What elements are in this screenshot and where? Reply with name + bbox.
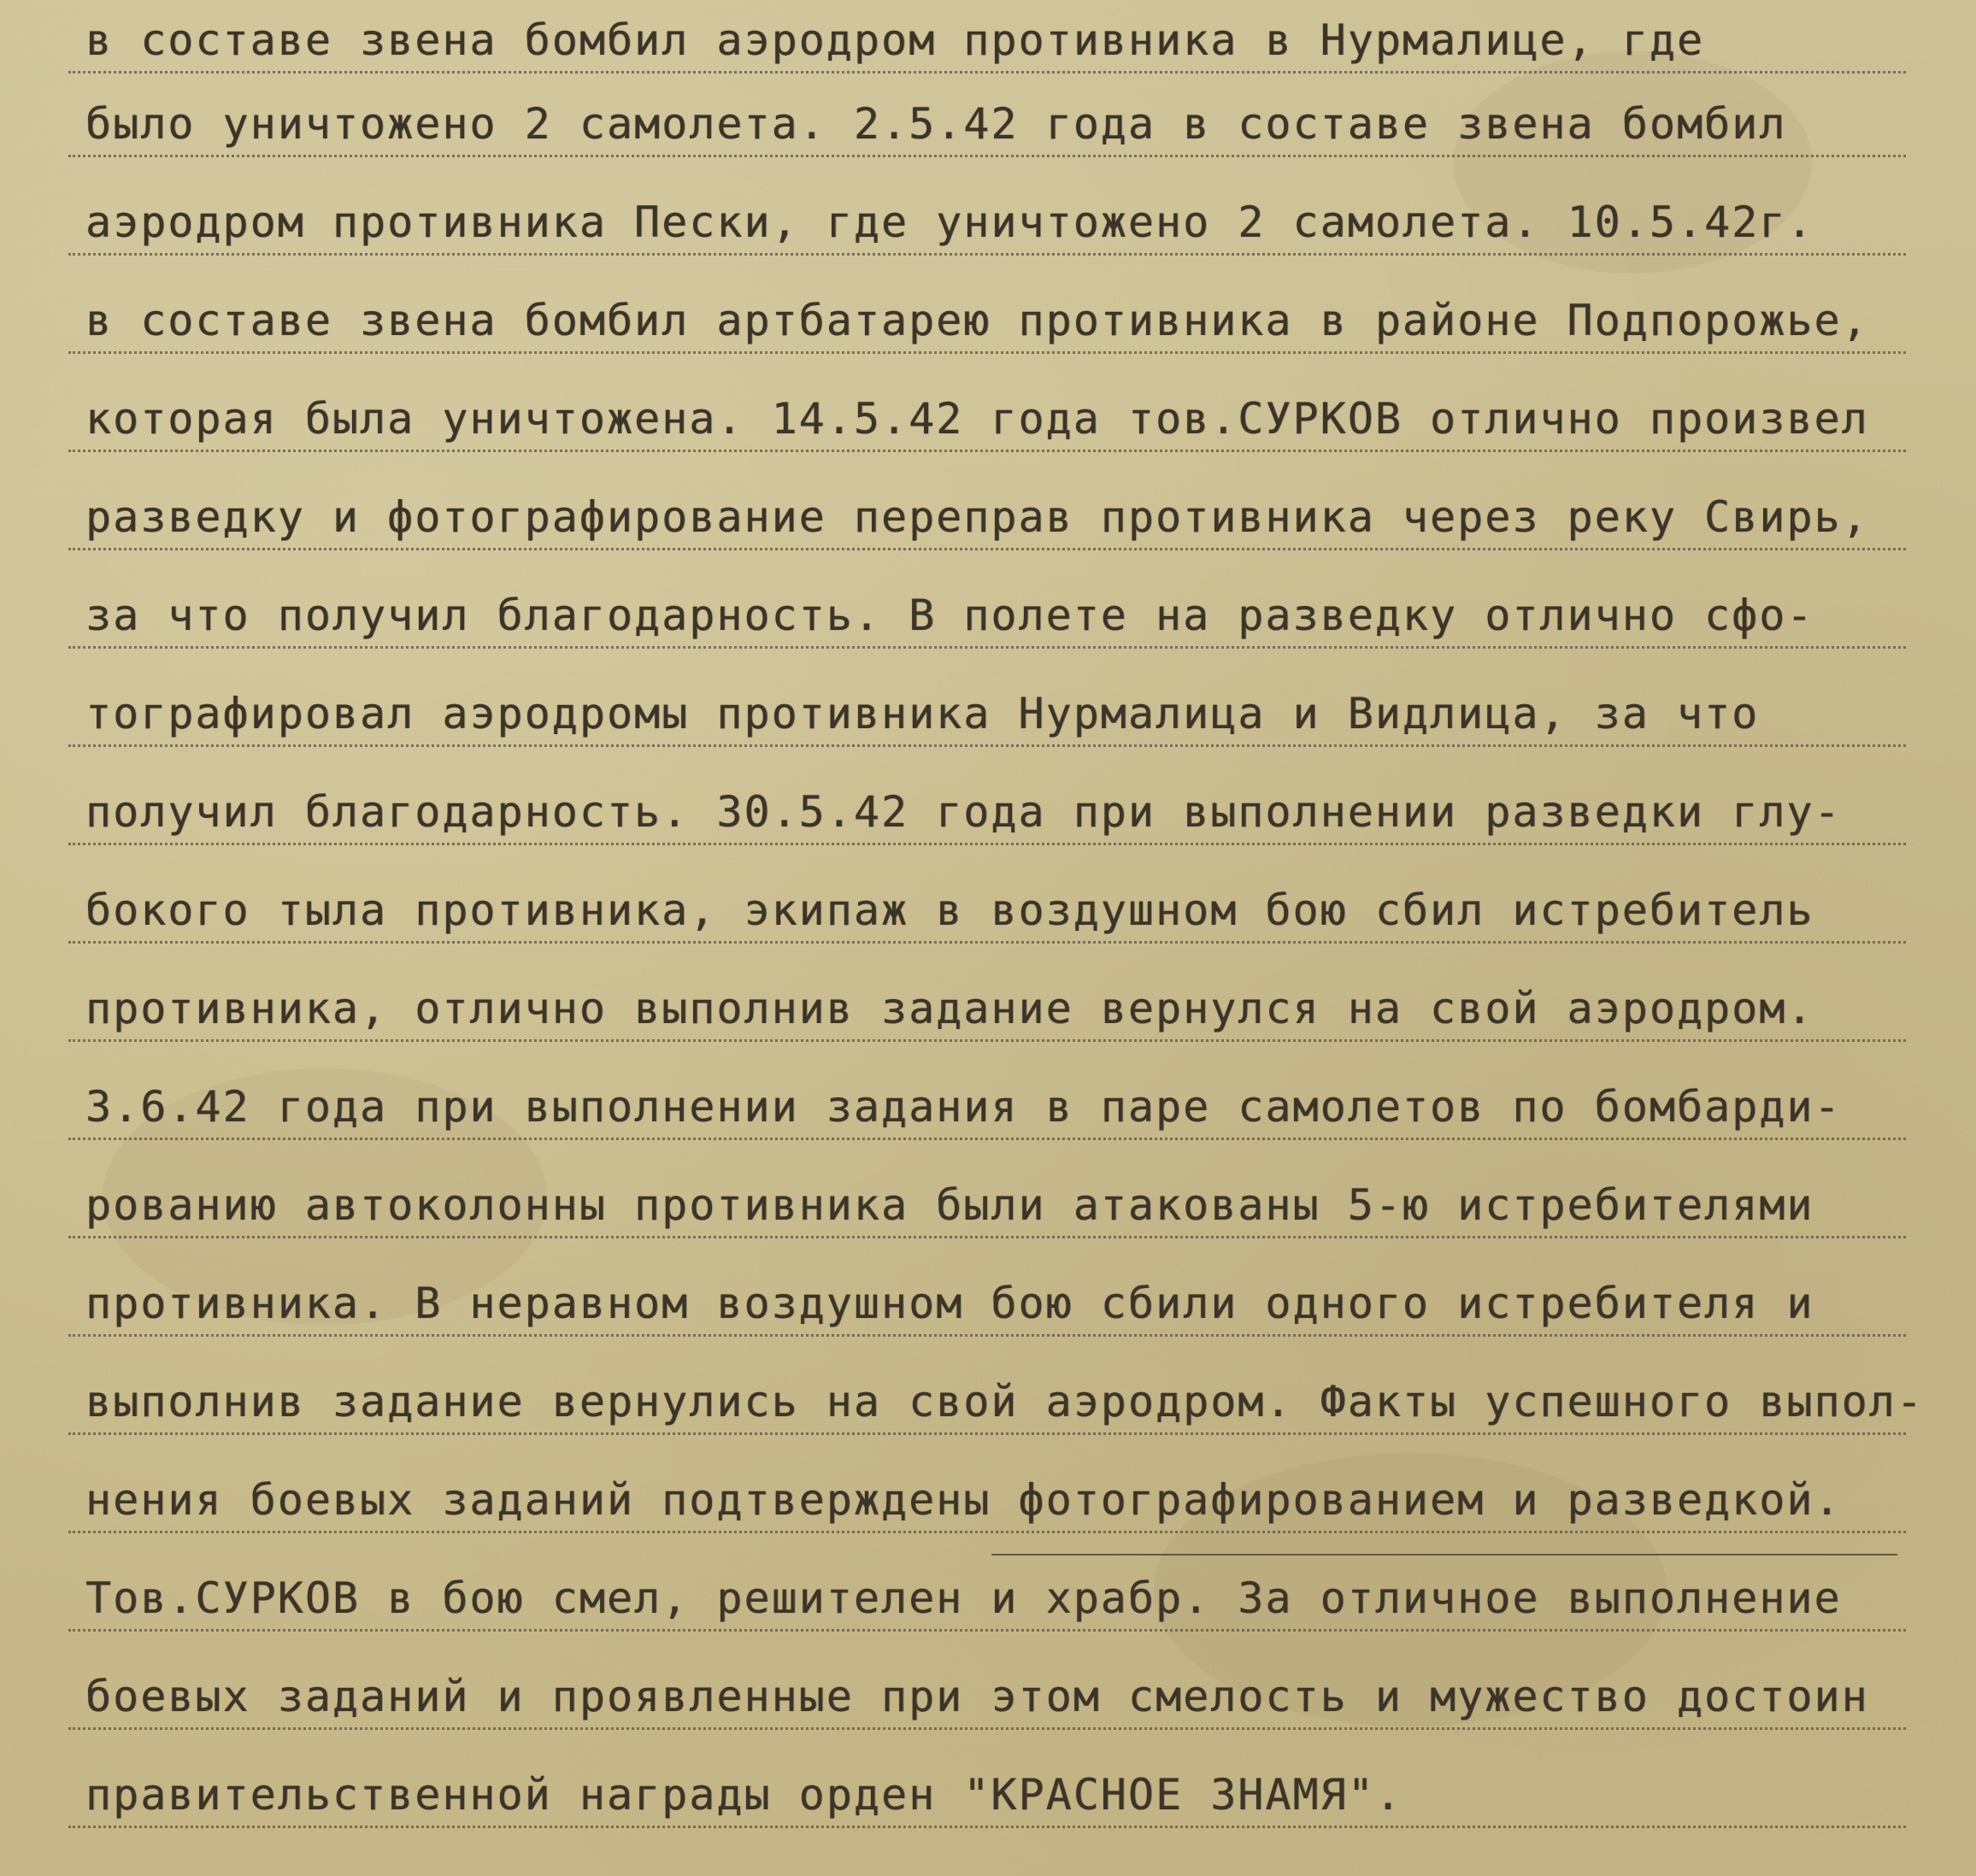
dotted-rule [68, 1826, 1906, 1828]
line-text: противника, отлично выполнив задание вернулся на свой аэродром. [85, 984, 1814, 1033]
line-text: бокого тыла противника, экипаж в воздушном бою сбил истребитель [85, 885, 1814, 935]
document-line [60, 75, 1914, 176]
line-text: тографировал аэродромы противника Нурмалица и Видлица, за что [85, 689, 1760, 738]
dotted-rule [68, 843, 1906, 845]
line-text: в составе звена бомбил артбатарею противника в районе Подпорожье, [85, 296, 1869, 345]
line-text: в составе звена бомбил аэродром противника в Нурмалице, где [85, 15, 1705, 65]
line-text: которая была уничтожена. 14.5.42 года тов.СУРКОВ отлично произвел [85, 394, 1869, 444]
line-text: боевых заданий и проявленные при этом смелость и мужество достоин [85, 1672, 1869, 1721]
dotted-rule [68, 1531, 1906, 1533]
line-text: получил благодарность. 30.5.42 года при выполнении разведки глу- [85, 787, 1842, 837]
line-text: нения боевых заданий подтверждены фотографированием и разведкой. [85, 1475, 1842, 1525]
line-text: было уничтожено 2 самолета. 2.5.42 года в составе звена бомбил [85, 99, 1787, 149]
document-line [60, 272, 1914, 373]
dotted-rule [68, 1334, 1906, 1337]
dotted-rule [68, 351, 1906, 354]
dotted-rule [68, 253, 1906, 256]
dotted-rule [68, 1039, 1906, 1042]
document-line [60, 370, 1914, 471]
document-line [60, 1746, 1914, 1847]
document-line [60, 1451, 1914, 1552]
line-text: рованию автоколонны противника были атакованы 5-ю истребителями [85, 1180, 1814, 1230]
document-line [60, 960, 1914, 1061]
dotted-rule [68, 548, 1906, 550]
document-line [60, 468, 1914, 569]
dotted-rule [68, 71, 1906, 74]
dotted-rule [68, 1432, 1906, 1435]
dotted-rule [68, 1236, 1906, 1238]
dotted-rule [68, 744, 1906, 747]
line-text: аэродром противника Пески, где уничтожено 2 самолета. 10.5.42г. [85, 197, 1814, 247]
line-text: правительственной награды орден "КРАСНОЕ ЗНАМЯ". [85, 1770, 1403, 1820]
dotted-rule [68, 1727, 1906, 1730]
document-line [60, 862, 1914, 962]
line-text: противника. В неравном воздушном бою сбили одного истребителя и [85, 1279, 1814, 1328]
document-line [60, 1353, 1924, 1454]
line-text: разведку и фотографирование переправ противника через реку Свирь, [85, 492, 1869, 542]
document-line [60, 1255, 1914, 1356]
document-line [60, 1156, 1914, 1257]
line-text: за что получил благодарность. В полете на разведку отлично сфо- [85, 591, 1814, 640]
line-text: Тов.СУРКОВ в бою смел, решителен и храбр. За отличное выполнение [85, 1573, 1842, 1623]
line-text: 3.6.42 года при выполнении задания в паре самолетов по бомбарди- [85, 1082, 1842, 1132]
document-line [60, 173, 1914, 274]
dotted-rule [68, 941, 1906, 944]
document-line [60, 1648, 1914, 1749]
document-line [60, 567, 1914, 667]
document-line [60, 665, 1914, 766]
dotted-rule [68, 646, 1906, 649]
dotted-rule [68, 450, 1906, 452]
document-line [60, 1550, 1914, 1650]
dotted-rule [68, 1138, 1906, 1140]
document-line [60, 763, 1914, 864]
line-text: выполнив задание вернулись на свой аэродром. Факты успешного выпол- [85, 1377, 1924, 1426]
dotted-rule [68, 155, 1906, 157]
document-line [60, 1058, 1914, 1159]
dotted-rule [68, 1629, 1906, 1632]
